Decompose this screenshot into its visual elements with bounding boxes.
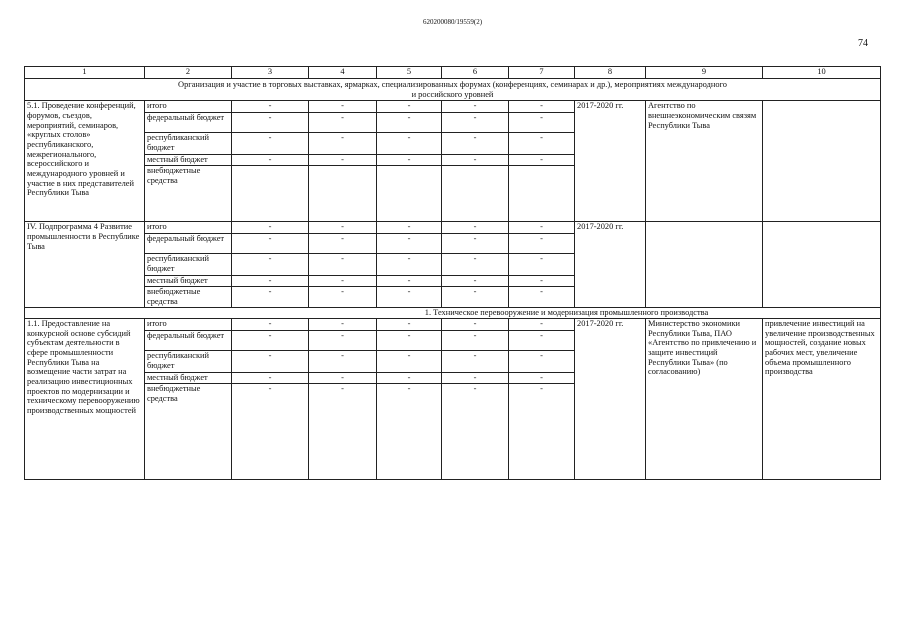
value-cell: - <box>509 350 575 372</box>
value-cell: - <box>232 350 309 372</box>
page-number: 74 <box>858 38 868 49</box>
section-title-tech: 1. Техническое перевооружение и модернизация промышленного производства <box>25 308 881 319</box>
value-cell: - <box>442 113 509 133</box>
value-cell: - <box>309 350 377 372</box>
document-code: 620200080/19559(2) <box>422 18 483 26</box>
value-cell: - <box>232 113 309 133</box>
value-cell: - <box>232 254 309 276</box>
value-cell: - <box>377 101 442 113</box>
value-cell: - <box>232 276 309 287</box>
header-cell: 6 <box>442 67 509 79</box>
section-title-org: Организация и участие в торговых выставках, ярмарках, специализированных форумах (конференциях, семинарах и др.), мероприятиях международного и российского уровней <box>25 79 881 101</box>
executor-cell <box>646 222 763 308</box>
value-cell: - <box>377 330 442 350</box>
source-label: итого <box>145 222 232 234</box>
section-row <box>25 79 881 101</box>
value-cell: - <box>232 287 309 308</box>
source-label: внебюджетные средства <box>145 287 232 308</box>
value-cell: - <box>442 350 509 372</box>
result-cell: привлечение инвестиций на увеличение производственных мощностей, создание новых рабочих мест, увеличение объема промышленного производства <box>763 318 881 479</box>
value-cell: - <box>309 113 377 133</box>
source-label: внебюджетные средства <box>145 166 232 222</box>
value-cell: - <box>442 254 509 276</box>
value-cell: - <box>509 101 575 113</box>
value-cell: - <box>509 133 575 155</box>
value-cell: - <box>509 287 575 308</box>
value-cell: - <box>442 234 509 254</box>
header-cell: 7 <box>509 67 575 79</box>
source-label: внебюджетные средства <box>145 383 232 479</box>
value-cell: - <box>309 383 377 479</box>
value-cell: - <box>309 318 377 330</box>
source-label: республиканский бюджет <box>145 133 232 155</box>
value-cell: - <box>442 372 509 383</box>
header-cell: 10 <box>763 67 881 79</box>
value-cell: - <box>232 234 309 254</box>
value-cell: - <box>377 372 442 383</box>
value-cell: - <box>232 372 309 383</box>
value-cell: - <box>442 222 509 234</box>
period-cell: 2017-2020 гг. <box>575 222 646 308</box>
source-label: местный бюджет <box>145 276 232 287</box>
program-table <box>24 66 881 480</box>
period-cell: 2017-2020 гг. <box>575 101 646 222</box>
header-cell: 1 <box>25 67 145 79</box>
header-cell: 9 <box>646 67 763 79</box>
table-row <box>25 222 881 234</box>
value-cell: - <box>232 133 309 155</box>
source-label: федеральный бюджет <box>145 113 232 133</box>
value-cell: - <box>509 372 575 383</box>
header-row <box>25 67 881 79</box>
source-label: республиканский бюджет <box>145 350 232 372</box>
value-cell: - <box>509 113 575 133</box>
value-cell: - <box>377 133 442 155</box>
value-cell: - <box>309 372 377 383</box>
measure-title: 5.1. Проведение конференций, форумов, съездов, мероприятий, семинаров, «круглых столов» республиканского, межрегионального, всероссийского и международного уровней и участие в них представителей Республики Тыва <box>25 101 145 222</box>
header-cell: 4 <box>309 67 377 79</box>
value-cell: - <box>309 287 377 308</box>
header-cell: 2 <box>145 67 232 79</box>
value-cell: - <box>509 383 575 479</box>
result-cell <box>763 101 881 222</box>
value-cell: - <box>442 330 509 350</box>
value-cell: - <box>377 222 442 234</box>
source-label: итого <box>145 101 232 113</box>
value-cell: - <box>232 383 309 479</box>
measure-title: 1.1. Предоставление на конкурсной основе субсидий субъектам деятельности в сфере промышленности Республики Тыва на возмещение части затрат на реализацию инвестиционных проектов по модернизации и техническому перевооружению производственных мощностей <box>25 318 145 479</box>
value-cell: - <box>442 287 509 308</box>
value-cell: - <box>509 276 575 287</box>
subprogram-title: IV. Подпрограмма 4 Развитие промышленности в Республике Тыва <box>25 222 145 308</box>
value-cell: - <box>377 155 442 166</box>
value-cell: - <box>442 155 509 166</box>
value-cell: - <box>442 133 509 155</box>
value-cell: - <box>232 222 309 234</box>
value-cell: - <box>377 254 442 276</box>
value-cell: - <box>377 276 442 287</box>
header-cell: 3 <box>232 67 309 79</box>
value-cell: - <box>309 234 377 254</box>
value-cell: - <box>309 101 377 113</box>
value-cell: - <box>509 234 575 254</box>
value-cell: - <box>509 318 575 330</box>
table-row <box>25 101 881 113</box>
table-row <box>25 318 881 330</box>
executor-cell: Агентство по внешнеэкономическим связям Республики Тыва <box>646 101 763 222</box>
source-label: республиканский бюджет <box>145 254 232 276</box>
header-cell: 8 <box>575 67 646 79</box>
value-cell: - <box>232 318 309 330</box>
value-cell: - <box>442 383 509 479</box>
executor-cell: Министерство экономики Республики Тыва, ПАО «Агентство по привлечению и защите инвестиций Республики Тыва» (по согласованию) <box>646 318 763 479</box>
value-cell: - <box>442 101 509 113</box>
value-cell: - <box>442 318 509 330</box>
value-cell: - <box>232 155 309 166</box>
source-label: местный бюджет <box>145 372 232 383</box>
value-cell: - <box>309 330 377 350</box>
source-label: местный бюджет <box>145 155 232 166</box>
value-cell: - <box>309 276 377 287</box>
value-cell: - <box>509 330 575 350</box>
value-cell: - <box>377 113 442 133</box>
result-cell <box>763 222 881 308</box>
value-cell: - <box>509 155 575 166</box>
value-cell: - <box>232 101 309 113</box>
source-label: федеральный бюджет <box>145 330 232 350</box>
value-cell: - <box>442 276 509 287</box>
value-cell: - <box>309 155 377 166</box>
value-cell: - <box>377 287 442 308</box>
source-label: итого <box>145 318 232 330</box>
value-cell: - <box>509 254 575 276</box>
value-cell: - <box>309 222 377 234</box>
value-cell: - <box>309 254 377 276</box>
value-cell: - <box>377 383 442 479</box>
value-cell: - <box>232 330 309 350</box>
period-cell: 2017-2020 гг. <box>575 318 646 479</box>
source-label: федеральный бюджет <box>145 234 232 254</box>
value-cell: - <box>377 234 442 254</box>
value-cell: - <box>509 222 575 234</box>
value-cell: - <box>309 133 377 155</box>
value-cell: - <box>377 350 442 372</box>
value-cell: - <box>377 318 442 330</box>
section-row <box>25 308 881 319</box>
header-cell: 5 <box>377 67 442 79</box>
